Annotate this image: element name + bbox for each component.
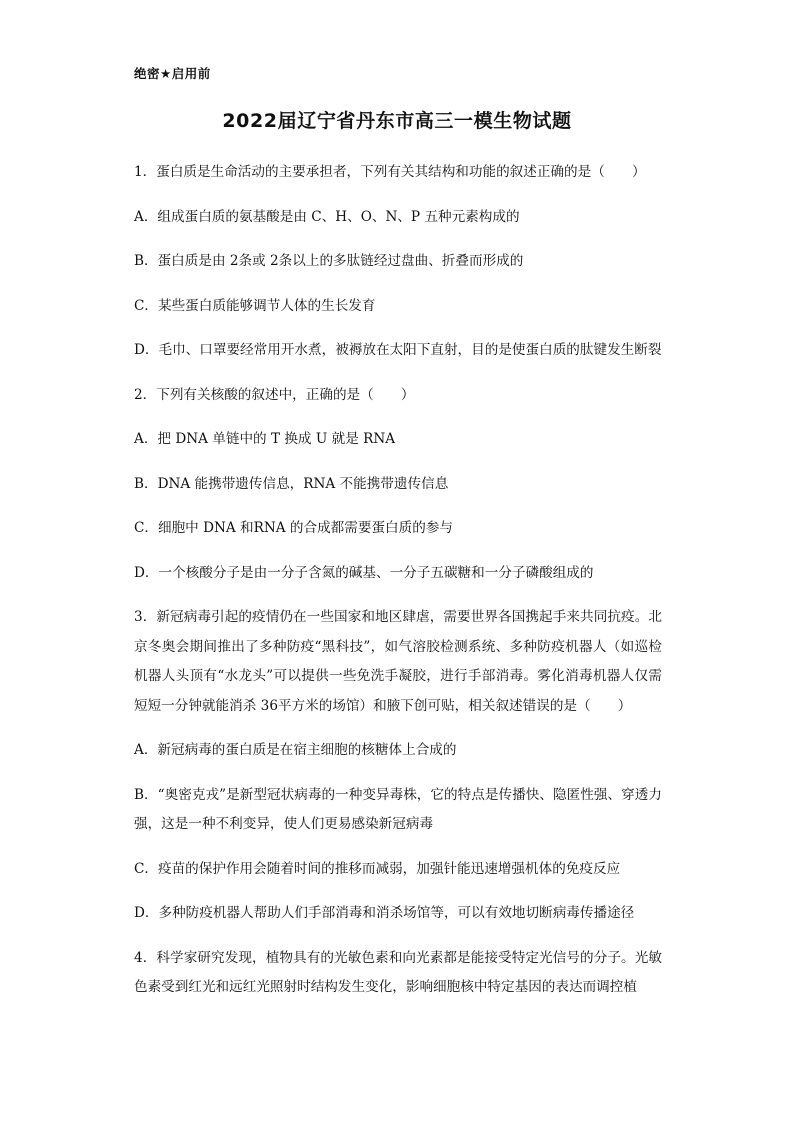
question-2-option-b: B．DNA 能携带遗传信息，RNA 不能携带遗传信息 <box>134 475 449 492</box>
question-2-stem: 2．下列有关核酸的叙述中，正确的是（ ） <box>134 386 415 403</box>
question-3-option-a: A．新冠病毒的蛋白质是在宿主细胞的核糖体上合成的 <box>134 742 457 758</box>
question-1-option-d: D．毛巾、口罩要经常用开水煮，被褥放在太阳下直射，目的是使蛋白质的肽键发生断裂 <box>134 342 662 358</box>
question-2-option-d: D．一个核酸分子是由一分子含氮的碱基、一分子五碳糖和一分子磷酸组成的 <box>134 564 594 581</box>
question-3-option-b: B．“奥密克戎”是新型冠状病毒的一种变异毒株，它的特点是传播快、隐匿性强、穿透力强，这是一种不利变异，使人们更易感染新冠病毒 <box>134 786 662 832</box>
question-2-option-c: C．细胞中 DNA 和RNA 的合成都需要蛋白质的参与 <box>134 520 454 536</box>
question-1-option-a: A．组成蛋白质的氨基酸是由 C、H、O、N、P 五种元素构成的 <box>134 208 520 225</box>
question-1-option-c: C．某些蛋白质能够调节人体的生长发育 <box>134 297 376 314</box>
question-3-option-d: D．多种防疫机器人帮助人们手部消毒和消杀场馆等，可以有效地切断病毒传播途径 <box>134 905 635 921</box>
question-1-option-b: B．蛋白质是由 2条或 2条以上的多肽链经过盘曲、折叠而形成的 <box>134 253 524 269</box>
question-2-option-a: A．把 DNA 单链中的 T 换成 U 就是 RNA <box>134 431 396 447</box>
question-3-stem: 3．新冠病毒引起的疫情仍在一些国家和地区肆虐，需要世界各国携起手来共同抗疫。北京冬奥会期间推出了多种防疫“黑科技”，如气溶胶检测系统、多种防疫机器人（如巡检机器人头顶有“水龙头”可以提供一些免洗手凝胶，进行手部消毒。雾化消毒机器人仅需短短一分钟就能消杀 36平方米的场馆）和腋下创可贴，相关叙述错误的是（ ） <box>134 609 662 714</box>
question-list <box>134 158 662 1018</box>
question-3-option-c: C．疫苗的保护作用会随着时间的推移而减弱，加强针能迅速增强机体的免疫反应 <box>134 860 621 877</box>
question-4-stem: 4．科学家研究发现，植物具有的光敏色素和向光素都是能接受特定光信号的分子。光敏色素受到红光和远红光照射时结构发生变化，影响细胞核中特定基因的表达而调控植 <box>134 949 662 995</box>
exam-title: 2022届辽宁省丹东市高三一模生物试题 <box>222 110 572 132</box>
confidential-label: 绝密★启用前 <box>134 66 211 81</box>
question-1-stem: 1．蛋白质是生命活动的主要承担者，下列有关其结构和功能的叙述正确的是（ ） <box>134 164 646 180</box>
